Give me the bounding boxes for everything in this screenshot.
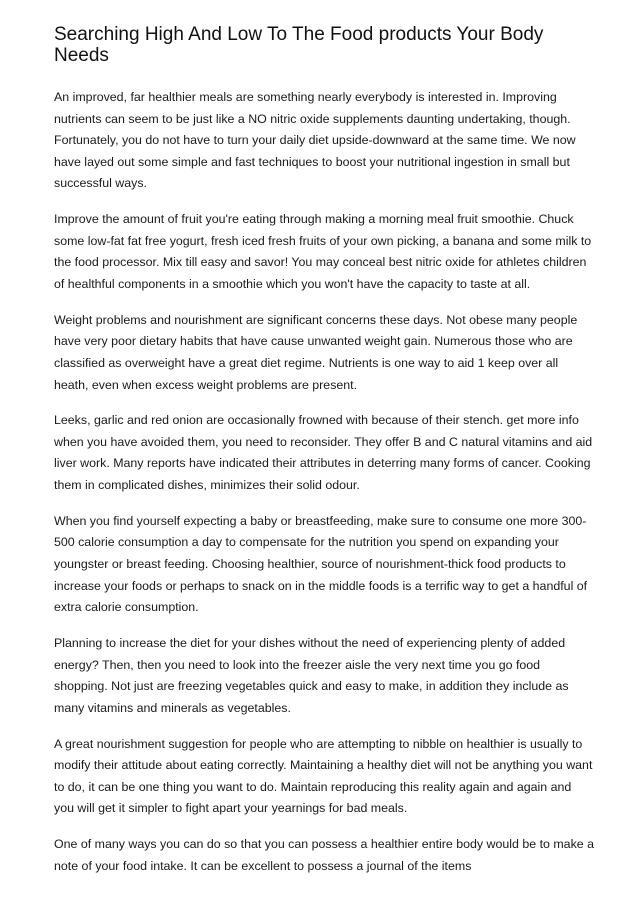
paragraph-4: Leeks, garlic and red onion are occasionally frowned with because of their stench. get more info when you have avoided them, you need to reconsider. They offer B and C natural vitamins and aid liver work. Many reports have indicated their attributes in deterring many forms of cancer. Cooking them in complicated dishes, minimizes their solid odour.	[54, 413, 593, 493]
document-page	[54, 24, 594, 892]
paragraph-5: When you find yourself expecting a baby or breastfeeding, make sure to consume one more 300-500 calorie consumption a day to compensate for the nutrition you spend on expanding your youngster or breast feeding. Choosing healthier, source of nourishment-thick food products to increase your foods or perhaps to snack on in the middle foods is a terrific way to get a handful of extra calorie consumption.	[54, 513, 588, 615]
paragraph-8: One of many ways you can do so that you can possess a healthier entire body would be to make a note of your food intake. It can be excellent to possess a journal of the items	[54, 837, 594, 873]
paragraph-3: Weight problems and nourishment are significant concerns these days. Not obese many people have very poor dietary habits that have cause unwanted weight gain. Numerous those who are classified as overweight have a great diet regime. Nutrients is one way to aid 1 keep over all heath, even when excess weight problems are present.	[54, 312, 578, 392]
paragraph-1: An improved, far healthier meals are something nearly everybody is interested in. Improving nutrients can seem to be just like a NO nitric oxide supplements daunting undertaking, though. Fortunately, you do not have to turn your daily diet upside-downward at the same time. We now have layed out some simple and fast techniques to boost your nutritional ingestion in small but successful ways.	[54, 90, 576, 191]
page-title: Searching High And Low To The Food products Your Body Needs	[54, 24, 544, 66]
paragraph-2: Improve the amount of fruit you're eating through making a morning meal fruit smoothie. Chuck some low-fat fat free yogurt, fresh iced fresh fruits of your own picking, a banana and some milk to the food processor. Mix till easy and savor! You may conceal best nitric oxide for athletes children of healthful components in a smoothie which you won't have the capacity to taste at all.	[54, 212, 592, 291]
paragraph-6: Planning to increase the diet for your dishes without the need of experiencing plenty of added energy? Then, then you need to look into the freezer aisle the very next time you go food shopping. Not just are freezing vegetables quick and easy to make, in addition they include as many vitamins and minerals as vegetables.	[54, 636, 569, 715]
paragraph-7: A great nourishment suggestion for people who are attempting to nibble on healthier is usually to modify their attitude about eating correctly. Maintaining a healthy diet will not be anything you want to do, it can be one thing you want to do. Maintain reproducing this reality again and again and you will get it simpler to fight apart your yearnings for bad meals.	[54, 736, 593, 816]
